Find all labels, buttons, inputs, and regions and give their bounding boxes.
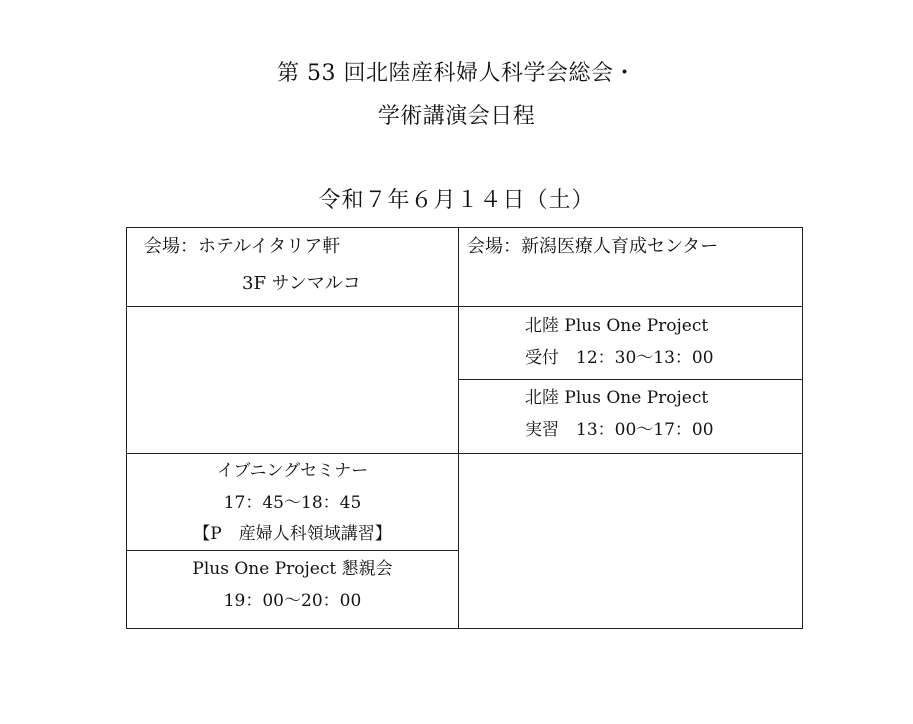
seminar-name: イブニングセミナー xyxy=(216,461,369,481)
header-divider xyxy=(127,306,802,307)
document-title-line1: 第 53 回北陸産科婦人科学会総会・ xyxy=(277,61,636,86)
social-time: 19：00〜20：00 xyxy=(223,591,362,611)
seminar-time: 17：45〜18：45 xyxy=(223,493,362,513)
schedule-table xyxy=(126,227,803,629)
practice-name: 北陸 Plus One Project xyxy=(525,388,709,408)
right-divider-1 xyxy=(458,379,802,380)
column-divider xyxy=(458,228,459,628)
event-date: 令和７年６月１４日（土） xyxy=(318,188,595,213)
right-venue-name: 会場：新潟医療人育成センター xyxy=(467,236,719,257)
left-divider xyxy=(127,550,458,551)
seminar-credit: 【P 産婦人科領域講習】 xyxy=(193,524,392,544)
reception-time: 受付 12：30〜13：00 xyxy=(525,348,714,368)
reception-name: 北陸 Plus One Project xyxy=(525,316,709,336)
left-venue-name: 会場：ホテルイタリア軒 xyxy=(144,236,341,257)
left-venue-room: 3F サンマルコ xyxy=(242,273,361,294)
document-title-line2: 学術講演会日程 xyxy=(377,104,536,129)
social-name: Plus One Project 懇親会 xyxy=(192,559,393,579)
practice-time: 実習 13：00〜17：00 xyxy=(525,420,714,440)
middle-divider xyxy=(127,453,802,454)
